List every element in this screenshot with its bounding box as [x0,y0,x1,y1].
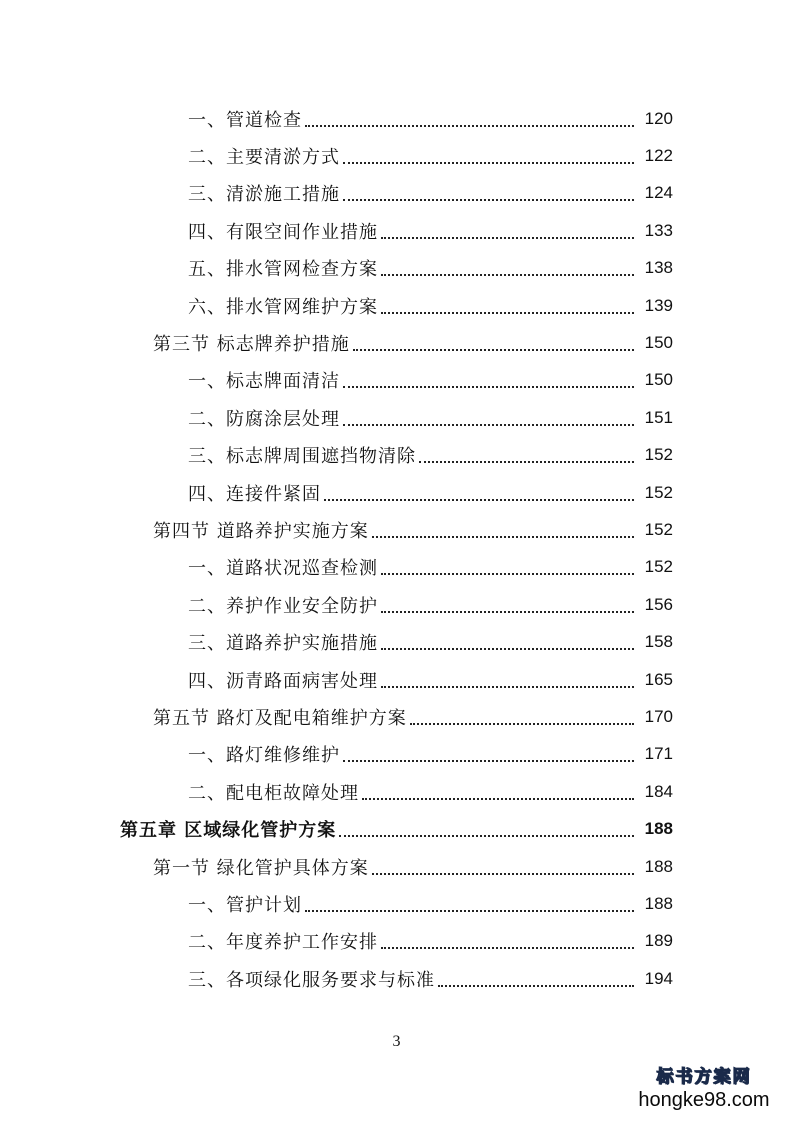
toc-entry-title: 四、有限空间作业措施 [188,221,378,243]
toc-page-number: 120 [644,108,673,128]
toc-entry-title: 第四节 道路养护实施方案 [153,520,369,542]
toc-page-number: 158 [644,632,673,652]
dot-leader [381,219,634,239]
toc-entry-title: 三、各项绿化服务要求与标准 [188,969,435,991]
toc-entry[interactable] [0,362,793,399]
dot-leader [343,368,634,388]
toc-section-entry[interactable] [0,848,793,885]
toc-entry-title: 四、连接件紧固 [188,483,321,505]
dot-leader [372,855,634,875]
toc-entry[interactable] [0,885,793,922]
toc-page-number: 122 [644,146,673,166]
toc-entry-title: 三、标志牌周围遮挡物清除 [188,446,416,468]
toc-entry[interactable] [0,623,793,660]
toc-entry-title: 四、沥青路面病害处理 [188,670,378,692]
toc-entry-title: 一、路灯维修维护 [188,745,340,767]
toc-page-number: 171 [644,744,673,764]
toc-entry-title: 一、道路状况巡查检测 [188,558,378,580]
toc-page-number: 138 [644,258,673,278]
toc-entry-title: 第五章 区域绿化管护方案 [120,820,337,842]
toc-page-number: 152 [644,445,673,465]
toc-page-number: 150 [644,333,673,353]
dot-leader [381,555,634,575]
toc-page-number: 189 [644,931,673,951]
toc-entry-title: 二、养护作业安全防护 [188,595,378,617]
toc-page-number: 151 [644,407,673,427]
toc-entry-title: 三、清淤施工措施 [188,184,340,206]
dot-leader [419,443,634,463]
toc-entry[interactable] [0,736,793,773]
toc-entry[interactable] [0,399,793,436]
dot-leader [343,181,634,201]
dot-leader [339,817,634,837]
dot-leader [381,294,634,314]
toc-entry[interactable] [0,549,793,586]
toc-entry[interactable] [0,960,793,997]
dot-leader [381,929,634,949]
dot-leader [381,593,634,613]
toc-entry[interactable] [0,773,793,810]
toc-page-number: 194 [644,968,673,988]
toc-entry[interactable] [0,474,793,511]
dot-leader [381,256,634,276]
dot-leader [305,892,634,912]
toc-page-number: 133 [644,220,673,240]
toc-entry-title: 第三节 标志牌养护措施 [153,334,350,356]
toc-page-number: 165 [644,669,673,689]
toc-entry[interactable] [0,923,793,960]
toc-entry-title: 一、管护计划 [188,894,302,916]
toc-entry[interactable] [0,586,793,623]
toc-page-number: 152 [644,482,673,502]
toc-page-number: 152 [644,519,673,539]
dot-leader [343,406,634,426]
dot-leader [343,144,634,164]
toc-entry-title: 一、管道检查 [188,109,302,131]
toc-entry-title: 二、配电柜故障处理 [188,782,359,804]
toc-page-number: 188 [644,819,673,839]
toc-section-entry[interactable] [0,511,793,548]
toc-page-number: 150 [644,370,673,390]
toc-entry-title: 第一节 绿化管护具体方案 [153,857,369,879]
dot-leader [324,481,634,501]
toc-page-number: 152 [644,557,673,577]
dot-leader [381,668,634,688]
dot-leader [362,780,634,800]
toc-chapter-entry[interactable] [0,810,793,847]
toc-entry-title: 一、标志牌面清洁 [188,371,340,393]
toc-entry[interactable] [0,437,793,474]
toc-page-number: 124 [644,183,673,203]
watermark-logo [629,1062,779,1112]
dot-leader [410,705,634,725]
watermark-site-name: 标书方案网 [656,1067,752,1086]
toc-entry-title: 二、主要清淤方式 [188,147,340,169]
dot-leader [372,518,634,538]
toc-page-number: 156 [644,594,673,614]
page-number: 3 [392,1033,401,1050]
toc-page-number: 184 [644,781,673,801]
toc-entry[interactable] [0,175,793,212]
dot-leader [343,742,634,762]
toc-entry-title: 第五节 路灯及配电箱维护方案 [153,707,407,729]
toc-entry-title: 二、防腐涂层处理 [188,408,340,430]
toc-entry-title: 五、排水管网检查方案 [188,259,378,281]
toc-page-number: 188 [644,856,673,876]
watermark-url: hongke98.com [638,1089,770,1111]
dot-leader [353,331,634,351]
toc-entry[interactable] [0,212,793,249]
toc-entry[interactable] [0,287,793,324]
toc-entry[interactable] [0,100,793,137]
toc-entry-title: 三、道路养护实施措施 [188,633,378,655]
toc-section-entry[interactable] [0,698,793,735]
toc-entry-title: 二、年度养护工作安排 [188,932,378,954]
toc-entry[interactable] [0,250,793,287]
dot-leader [438,967,634,987]
toc-page-number: 170 [644,706,673,726]
toc-entry[interactable] [0,137,793,174]
toc-page-number: 188 [644,893,673,913]
toc-entry[interactable] [0,661,793,698]
toc-section-entry[interactable] [0,324,793,361]
toc-page-number: 139 [644,295,673,315]
toc-entry-title: 六、排水管网维护方案 [188,296,378,318]
table-of-contents [0,100,793,997]
dot-leader [381,630,634,650]
dot-leader [305,107,634,127]
